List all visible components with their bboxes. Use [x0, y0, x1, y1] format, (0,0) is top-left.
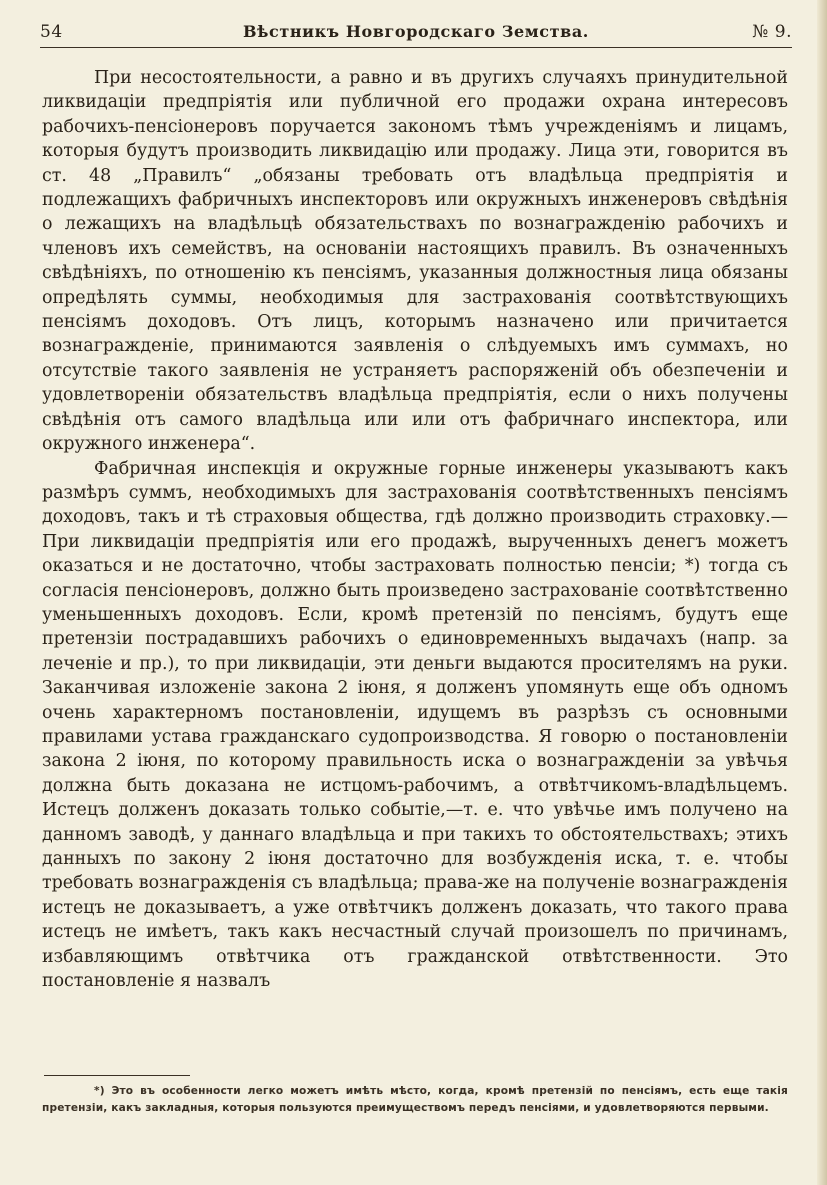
footnote: *) Это въ особенности легко можетъ имѣть мѣсто, когда, кромѣ претензій по пенсіямъ, есть еще такія претензіи, какъ закладныя, которыя пользуются преимуществомъ передъ пенсіями, и удовлетворяются первыми. [42, 1085, 788, 1114]
paragraph: Фабричная инспекція и окружные горные инженеры указываютъ какъ размѣръ суммъ, необходимыхъ для застрахованія соотвѣтственныхъ пенсіямъ доходовъ, такъ и тѣ страховыя общества, гдѣ должно производить страховку.—При ликвидаціи предпріятія или его продажѣ, вырученныхъ денегъ можетъ оказаться и не достаточно, чтобы застраховать полностью пенсіи; *) тогда съ согласія пенсіонеровъ, должно быть произведено застрахованіе соотвѣтственно уменьшенныхъ доходовъ. Если, кромѣ претензій по пенсіямъ, будутъ еще претензіи пострадавшихъ рабочихъ о единовременныхъ выдачахъ (напр. за леченіе и пр.), то при ликвидаціи, эти деньги выдаются просителямъ на руки. Заканчивая изложеніе закона 2 іюня, я долженъ упомянуть еще объ одномъ очень характерномъ постановленіи, идущемъ въ разрѣзъ съ основными правилами устава гражданскаго судопроизводства. Я говорю о постановленіи закона 2 іюня, по которому правильность иска о вознагражденіи за увѣчья должна быть доказана не истцомъ-рабочимъ, а отвѣтчикомъ-владѣльцемъ. Истецъ долженъ доказать только событіе,—т. е. что увѣчье имъ получено на данномъ заводѣ, у даннаго владѣльца и при такихъ то обстоятельствахъ; этихъ данныхъ по закону 2 іюня достаточно для возбужденія иска, т. е. чтобы требовать вознагражденія съ владѣльца; права-же на полученіе вознагражденія истецъ не доказываетъ, а уже отвѣтчикъ долженъ доказать, что такого права истецъ не имѣетъ, такъ какъ несчастный случай произошелъ по причинамъ, избавляющимъ отвѣтчика отъ гражданской отвѣтственности. Это постановленіе я назвалъ [42, 458, 788, 992]
page-edge-shadow [817, 0, 827, 1185]
page-number: 54 [40, 22, 63, 42]
running-title: Вѣстникъ Новгородскаго Земства. [243, 22, 589, 41]
footnote-rule [44, 1075, 190, 1076]
running-header [40, 18, 792, 48]
issue-number: № 9. [752, 22, 792, 42]
main-text [42, 66, 788, 993]
header-rule [40, 47, 792, 48]
paragraph: При несостоятельности, а равно и въ другихъ случаяхъ принудительной ликвидаціи предпріятія или публичной его продажи охрана интересовъ рабочихъ-пенсіонеровъ поручается закономъ тѣмъ учрежденіямъ и лицамъ, которыя будутъ производить ликвидацію или продажу. Лица эти, говорится въ ст. 48 „Правилъ“ „обязаны требовать отъ владѣльца предпріятія и подлежащихъ фабричныхъ инспекторовъ или окружныхъ инженеровъ свѣдѣнія о лежащихъ на владѣльцѣ обязательствахъ по вознагражденію рабочихъ и членовъ ихъ семействъ, на основаніи настоящихъ правилъ. Въ означенныхъ свѣдѣніяхъ, по отношенію къ пенсіямъ, указанныя должностныя лица обязаны опредѣлять суммы, необходимыя для застрахованія соотвѣтствующихъ пенсіямъ доходовъ. Отъ лицъ, которымъ назначено или причитается вознагражденіе, принимаются заявленія о слѣдуемыхъ имъ суммахъ, но отсутствіе такого заявленія не устраняетъ распоряженій объ обезпеченіи и удовлетвореніи обязательствъ владѣльца предпріятія, если о нихъ получены свѣдѣнія отъ самого владѣльца или или отъ фабричнаго инспектора, или окружного инженера“. [42, 68, 788, 455]
